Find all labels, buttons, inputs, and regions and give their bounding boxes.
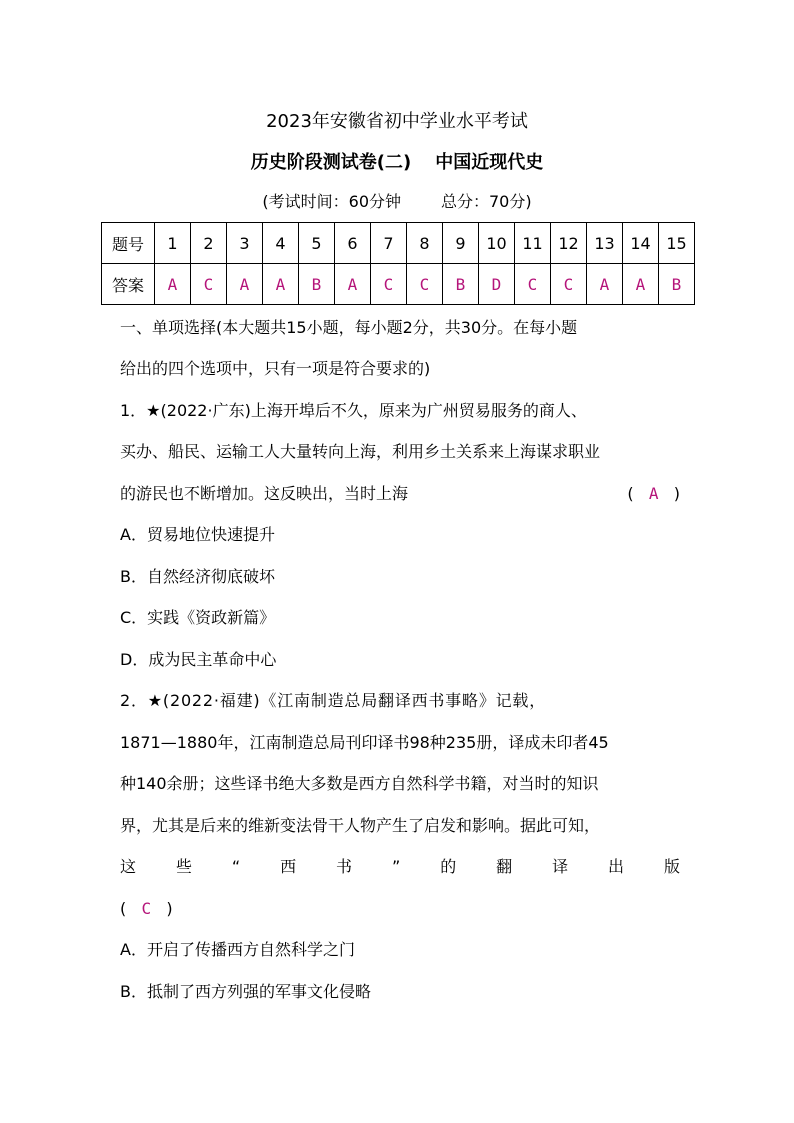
q1-stem-line-last <box>120 484 680 504</box>
answer-cell: A <box>623 264 659 305</box>
q1-option-c: C．实践《资政新篇》 <box>120 608 276 627</box>
q1-option-a: A．贸易地位快速提升 <box>120 525 275 544</box>
q2-option-b: B．抵制了西方列强的军事文化侵略 <box>120 982 371 1001</box>
q2-word: 翻 <box>496 857 513 876</box>
q1-option-d: D．成为民主革命中心 <box>120 650 277 669</box>
q2-stem-line-justified <box>120 857 680 877</box>
question-number: 2 <box>191 223 227 264</box>
section-instructions-cont: 给出的四个选项中，只有一项是符合要求的) <box>120 359 431 378</box>
exam-title: 2023年安徽省初中学业水平考试 <box>266 111 528 132</box>
answer-cell: A <box>263 264 299 305</box>
question-number: 3 <box>227 223 263 264</box>
q1-stem-line: 买办、船民、运输工人大量转向上海，利用乡土关系来上海谋求职业 <box>120 442 601 461</box>
exam-time: (考试时间：60分钟 <box>262 192 401 211</box>
q1-option-b: B．自然经济彻底破坏 <box>120 567 275 586</box>
answer-cell: C <box>551 264 587 305</box>
q1-answer-bracket <box>627 484 680 504</box>
question-number: 8 <box>407 223 443 264</box>
q2-word: 些 <box>175 857 192 876</box>
answer-cell: C <box>191 264 227 305</box>
q2-answer-bracket <box>120 899 680 919</box>
row-label-answer: 答案 <box>102 264 155 305</box>
q2-word: 的 <box>440 857 457 876</box>
answer-cell: A <box>155 264 191 305</box>
answer-cell: B <box>659 264 695 305</box>
answer-cell: A <box>587 264 623 305</box>
question-number-row <box>102 223 695 264</box>
question-number: 10 <box>479 223 515 264</box>
exam-info <box>0 189 794 212</box>
q1-answer: A <box>648 484 659 503</box>
q2-word: 译 <box>552 857 569 876</box>
q2-stem-line: 界，尤其是后来的维新变法骨干人物产生了启发和影响。据此可知， <box>120 816 601 835</box>
question-number: 12 <box>551 223 587 264</box>
q1-paren-close: ) <box>673 484 680 503</box>
q2-word: 版 <box>663 857 680 876</box>
question-number: 11 <box>515 223 551 264</box>
question-number: 15 <box>659 223 695 264</box>
q2-stem-line: 1871—1880年，江南制造总局刊印译书98种235册，译成未印者45 <box>120 733 609 752</box>
answer-cell: A <box>335 264 371 305</box>
subtitle-left: 历史阶段测试卷(二) <box>250 152 412 173</box>
q2-paren-open: ( <box>120 899 127 918</box>
q1-stem-text: 的游民也不断增加。这反映出，当时上海 <box>120 484 409 503</box>
q2-word: 这 <box>120 857 137 876</box>
answer-cell: C <box>515 264 551 305</box>
question-number: 13 <box>587 223 623 264</box>
q2-word: 出 <box>608 857 625 876</box>
question-number: 9 <box>443 223 479 264</box>
q2-stem-line: 2．★(2022·福建)《江南制造总局翻译西书事略》记载， <box>120 691 547 710</box>
q2-word: ” <box>391 857 401 876</box>
q2-word: 西 <box>280 857 297 876</box>
q1-stem-line: 1．★(2022·广东)上海开埠后不久，原来为广州贸易服务的商人、 <box>120 401 587 420</box>
q2-word: “ <box>231 857 241 876</box>
question-number: 7 <box>371 223 407 264</box>
q2-answer: C <box>141 899 152 918</box>
q2-option-a: A．开启了传播西方自然科学之门 <box>120 940 355 959</box>
q2-paren-close: ) <box>166 899 173 918</box>
question-number: 6 <box>335 223 371 264</box>
row-label-number: 题号 <box>102 223 155 264</box>
question-number: 4 <box>263 223 299 264</box>
q2-word: 书 <box>336 857 353 876</box>
q1-paren-open: ( <box>627 484 634 503</box>
answer-row <box>102 264 695 305</box>
answer-cell: C <box>371 264 407 305</box>
question-number: 5 <box>299 223 335 264</box>
total-score: 总分：70分) <box>441 192 532 211</box>
q2-stem-line: 种140余册；这些译书绝大多数是西方自然科学书籍，对当时的知识 <box>120 774 599 793</box>
section-instructions: 一、单项选择(本大题共15小题，每小题2分，共30分。在每小题 <box>120 318 578 337</box>
answer-cell: B <box>443 264 479 305</box>
answer-cell: A <box>227 264 263 305</box>
subtitle-right: 中国近现代史 <box>435 152 544 173</box>
question-number: 1 <box>155 223 191 264</box>
question-number: 14 <box>623 223 659 264</box>
answer-cell: D <box>479 264 515 305</box>
answer-cell: C <box>407 264 443 305</box>
answer-table <box>101 222 695 305</box>
answer-cell: B <box>299 264 335 305</box>
exam-subtitle <box>0 148 794 174</box>
